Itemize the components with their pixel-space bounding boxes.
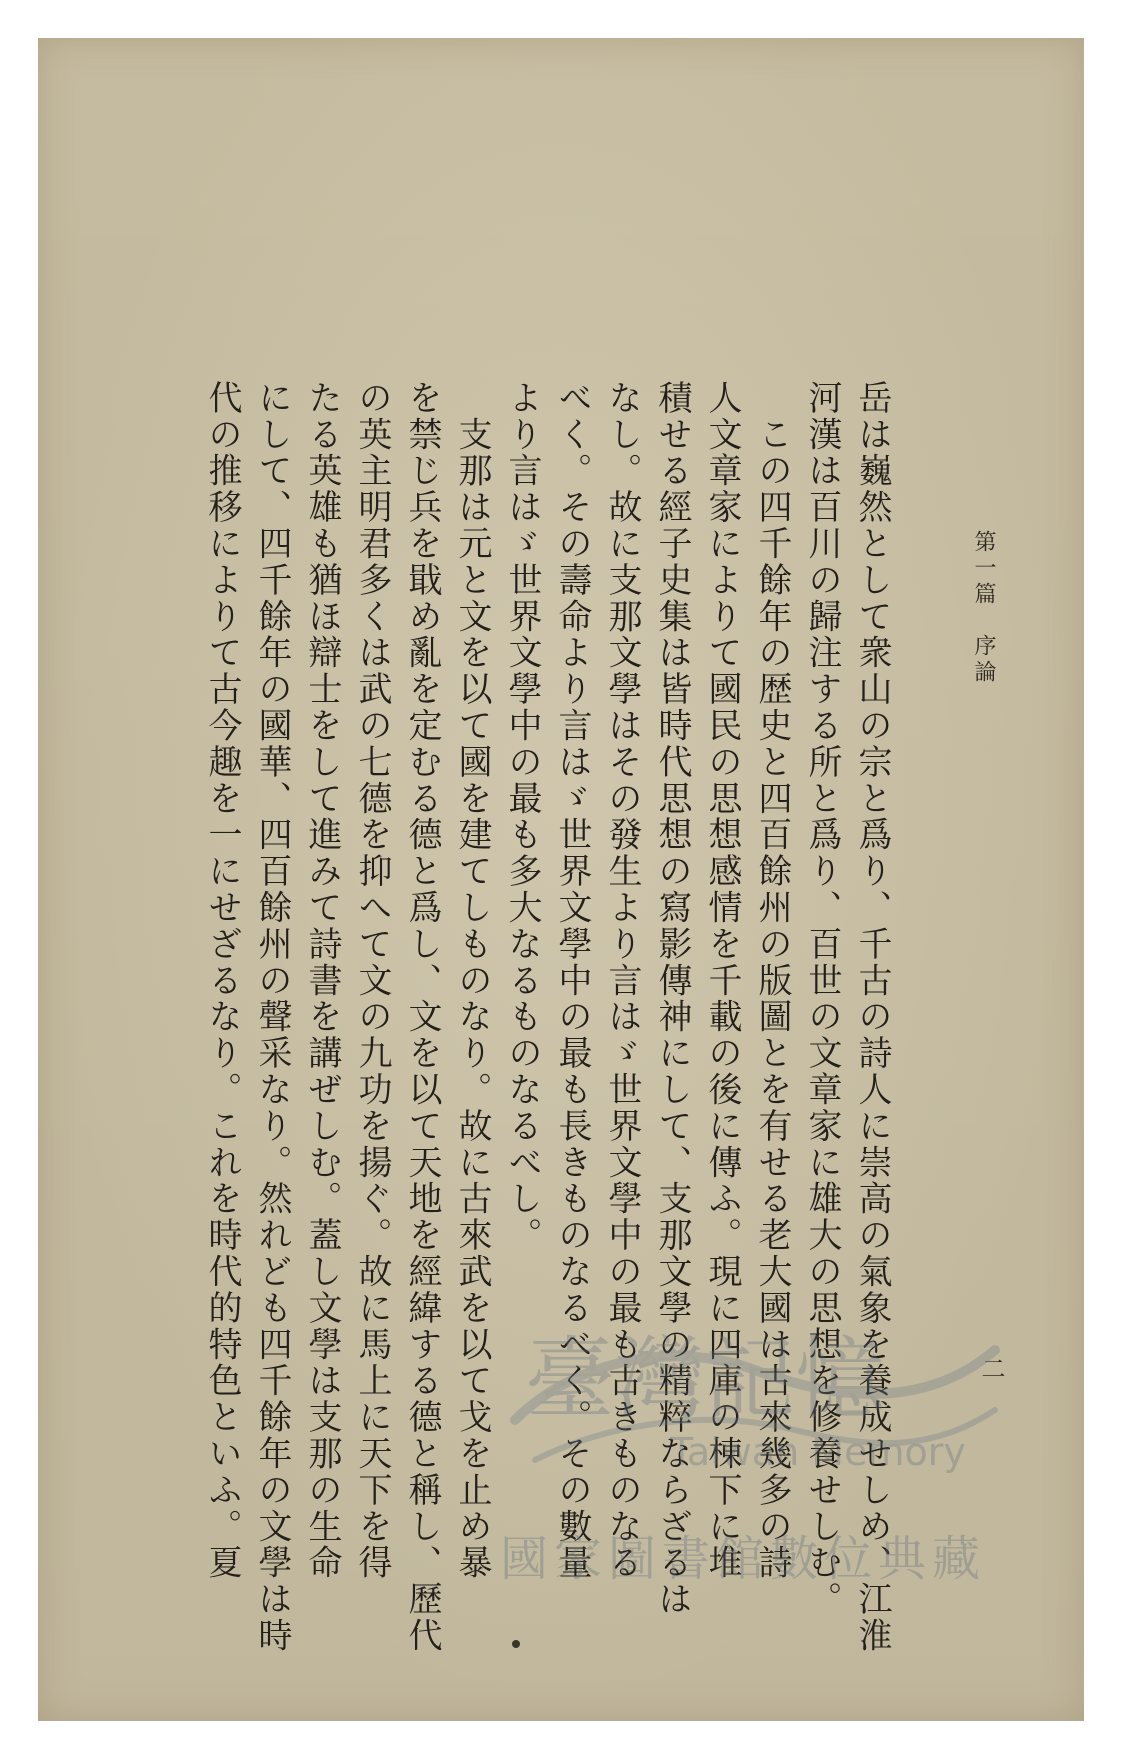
watermark-english-text: Taiwan Memory xyxy=(670,1430,966,1474)
running-head: 第一篇 序論 xyxy=(971,530,996,686)
text-column: 支那は元と文を以て國を建てしものなり。故に古來武を以て戈を止め暴 xyxy=(452,380,492,1582)
page-number: 二 xyxy=(977,1356,1005,1380)
text-column: より言はゞ世界文學中の最も多大なるものなるべし。 xyxy=(502,380,542,1254)
text-column: 代の推移によりて古今趣を一にせざるなり。これを時代的特色といふ。夏 xyxy=(202,380,242,1582)
ink-spot xyxy=(512,1640,520,1648)
watermark-library-text: 國家圖書館數位典藏 xyxy=(500,1531,987,1587)
text-column: 岳は巍然として衆山の宗と爲り、千古の詩人に崇高の氣象を養成せしめ、江淮 xyxy=(852,380,892,1654)
text-column: 河漢は百川の歸注する所と爲り、百世の文章家に雄大の思想を修養せしむ。 xyxy=(802,380,842,1618)
text-column: べく。その壽命より言はゞ世界文學中の最も長きものなるべく。その數量 xyxy=(552,380,592,1582)
watermark-logo xyxy=(495,1300,1015,1490)
text-column: を禁じ兵を戢め亂を定むる德と爲し、文を以て天地を經緯する德と稱し、歷代 xyxy=(402,380,442,1654)
text-column: 人文章家によりて國民の思想感情を千載の後に傳ふ。現に四庫の棟下に堆 xyxy=(702,380,742,1582)
text-column: の英主明君多くは武の七德を抑へて文の九功を揚ぐ。故に馬上に天下を得 xyxy=(352,380,392,1582)
text-column: たる英雄も猶ほ辯士をして進みて詩書を講ぜしむ。蓋し文學は支那の生命 xyxy=(302,380,342,1582)
text-column: 積せる經子史集は皆時代思想の寫影傳神にして、支那文學の精粹ならざるは xyxy=(652,380,692,1618)
watermark-seal-text: 臺灣記憶 xyxy=(525,1327,885,1432)
text-column: この四千餘年の歴史と四百餘州の版圖とを有せる老大國は古來幾多の詩 xyxy=(752,380,792,1582)
text-column: にして、四千餘年の國華、四百餘州の聲采なり。然れども四千餘年の文學は時 xyxy=(252,380,292,1654)
text-column: なし。故に支那文學はその發生より言はゞ世界文學中の最も古きものなる xyxy=(602,380,642,1582)
